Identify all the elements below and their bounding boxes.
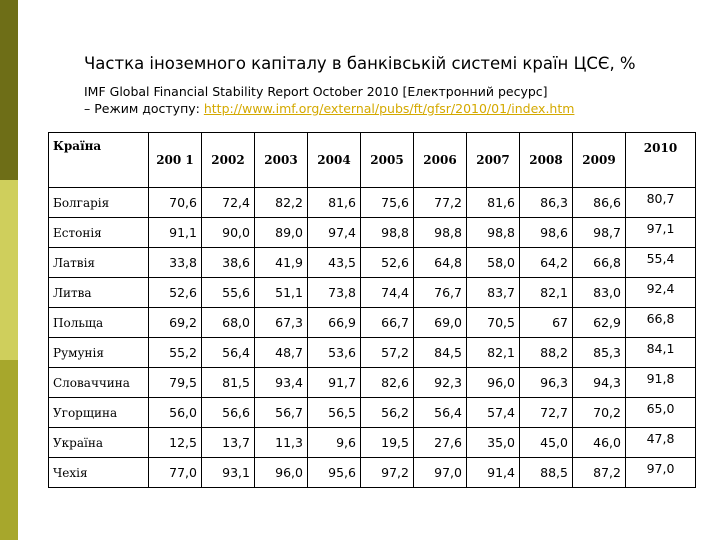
table-row (49, 428, 696, 458)
value-cell: 56,7 (255, 398, 308, 428)
country-cell: Чехія (49, 458, 149, 488)
column-header-year: 2010 (626, 133, 696, 188)
value-cell: 62,9 (573, 308, 626, 338)
value-cell: 57,4 (467, 398, 520, 428)
value-cell: 67 (520, 308, 573, 338)
source-line-1: IMF Global Financial Stability Report October 2010 [Електронний ресурс] (84, 84, 548, 99)
value-cell: 90,0 (202, 218, 255, 248)
value-cell: 86,3 (520, 188, 573, 218)
value-cell: 64,2 (520, 248, 573, 278)
column-header-country: Країна (49, 133, 149, 188)
value-cell: 58,0 (467, 248, 520, 278)
value-cell: 66,8 (626, 308, 696, 338)
value-cell: 13,7 (202, 428, 255, 458)
value-cell: 83,0 (573, 278, 626, 308)
column-header-year: 2006 (414, 133, 467, 188)
value-cell: 91,7 (308, 368, 361, 398)
value-cell: 66,8 (573, 248, 626, 278)
value-cell: 96,0 (467, 368, 520, 398)
source-citation (84, 83, 704, 117)
value-cell: 73,8 (308, 278, 361, 308)
value-cell: 35,0 (467, 428, 520, 458)
value-cell: 93,4 (255, 368, 308, 398)
value-cell: 81,6 (467, 188, 520, 218)
table-header-row (49, 133, 696, 188)
value-cell: 85,3 (573, 338, 626, 368)
value-cell: 79,5 (149, 368, 202, 398)
table-row (49, 308, 696, 338)
table-row (49, 458, 696, 488)
source-access-label: – Режим доступу: (84, 101, 204, 116)
value-cell: 12,5 (149, 428, 202, 458)
value-cell: 84,1 (626, 338, 696, 368)
value-cell: 55,6 (202, 278, 255, 308)
value-cell: 84,5 (414, 338, 467, 368)
value-cell: 91,1 (149, 218, 202, 248)
country-cell: Латвія (49, 248, 149, 278)
value-cell: 67,3 (255, 308, 308, 338)
value-cell: 56,0 (149, 398, 202, 428)
value-cell: 70,2 (573, 398, 626, 428)
column-header-year: 200 1 (149, 133, 202, 188)
value-cell: 91,8 (626, 368, 696, 398)
value-cell: 72,7 (520, 398, 573, 428)
value-cell: 98,7 (573, 218, 626, 248)
value-cell: 43,5 (308, 248, 361, 278)
value-cell: 82,2 (255, 188, 308, 218)
value-cell: 92,4 (626, 278, 696, 308)
value-cell: 98,8 (361, 218, 414, 248)
column-header-year: 2007 (467, 133, 520, 188)
value-cell: 97,0 (414, 458, 467, 488)
value-cell: 77,2 (414, 188, 467, 218)
value-cell: 98,8 (467, 218, 520, 248)
table-row (49, 248, 696, 278)
value-cell: 94,3 (573, 368, 626, 398)
value-cell: 82,6 (361, 368, 414, 398)
value-cell: 88,5 (520, 458, 573, 488)
value-cell: 69,0 (414, 308, 467, 338)
value-cell: 72,4 (202, 188, 255, 218)
value-cell: 81,5 (202, 368, 255, 398)
value-cell: 76,7 (414, 278, 467, 308)
value-cell: 56,2 (361, 398, 414, 428)
value-cell: 91,4 (467, 458, 520, 488)
table-row (49, 398, 696, 428)
value-cell: 74,4 (361, 278, 414, 308)
country-cell: Словаччина (49, 368, 149, 398)
value-cell: 81,6 (308, 188, 361, 218)
value-cell: 83,7 (467, 278, 520, 308)
value-cell: 66,9 (308, 308, 361, 338)
table-row (49, 188, 696, 218)
value-cell: 66,7 (361, 308, 414, 338)
value-cell: 68,0 (202, 308, 255, 338)
value-cell: 98,8 (414, 218, 467, 248)
value-cell: 93,1 (202, 458, 255, 488)
value-cell: 48,7 (255, 338, 308, 368)
value-cell: 57,2 (361, 338, 414, 368)
table-row (49, 278, 696, 308)
value-cell: 97,0 (626, 458, 696, 488)
value-cell: 33,8 (149, 248, 202, 278)
value-cell: 88,2 (520, 338, 573, 368)
value-cell: 75,6 (361, 188, 414, 218)
value-cell: 64,8 (414, 248, 467, 278)
value-cell: 80,7 (626, 188, 696, 218)
country-cell: Польща (49, 308, 149, 338)
value-cell: 56,4 (414, 398, 467, 428)
table-row (49, 338, 696, 368)
value-cell: 41,9 (255, 248, 308, 278)
value-cell: 87,2 (573, 458, 626, 488)
value-cell: 70,5 (467, 308, 520, 338)
table-body (49, 188, 696, 488)
column-header-year: 2003 (255, 133, 308, 188)
value-cell: 38,6 (202, 248, 255, 278)
value-cell: 70,6 (149, 188, 202, 218)
column-header-year: 2002 (202, 133, 255, 188)
value-cell: 77,0 (149, 458, 202, 488)
country-cell: Литва (49, 278, 149, 308)
country-cell: Україна (49, 428, 149, 458)
value-cell: 97,4 (308, 218, 361, 248)
column-header-year: 2009 (573, 133, 626, 188)
value-cell: 82,1 (467, 338, 520, 368)
value-cell: 55,2 (149, 338, 202, 368)
value-cell: 11,3 (255, 428, 308, 458)
value-cell: 96,3 (520, 368, 573, 398)
country-cell: Угорщина (49, 398, 149, 428)
value-cell: 97,1 (626, 218, 696, 248)
value-cell: 45,0 (520, 428, 573, 458)
side-accent-bar-middle (0, 180, 18, 360)
value-cell: 56,6 (202, 398, 255, 428)
value-cell: 86,6 (573, 188, 626, 218)
table-row (49, 368, 696, 398)
value-cell: 56,4 (202, 338, 255, 368)
value-cell: 69,2 (149, 308, 202, 338)
value-cell: 92,3 (414, 368, 467, 398)
value-cell: 27,6 (414, 428, 467, 458)
column-header-year: 2004 (308, 133, 361, 188)
slide-title: Частка іноземного капіталу в банківській системі країн ЦСЄ, % (84, 54, 636, 73)
source-line-2 (84, 100, 704, 117)
side-accent-bar-bottom (0, 360, 18, 540)
value-cell: 53,6 (308, 338, 361, 368)
value-cell: 46,0 (573, 428, 626, 458)
source-link[interactable]: http://www.imf.org/external/pubs/ft/gfsr/2010/01/index.htm (203, 101, 575, 116)
value-cell: 96,0 (255, 458, 308, 488)
side-accent-bar-top (0, 0, 18, 180)
value-cell: 65,0 (626, 398, 696, 428)
value-cell: 9,6 (308, 428, 361, 458)
value-cell: 98,6 (520, 218, 573, 248)
value-cell: 52,6 (361, 248, 414, 278)
value-cell: 47,8 (626, 428, 696, 458)
value-cell: 19,5 (361, 428, 414, 458)
country-cell: Естонія (49, 218, 149, 248)
value-cell: 51,1 (255, 278, 308, 308)
column-header-year: 2008 (520, 133, 573, 188)
value-cell: 55,4 (626, 248, 696, 278)
country-cell: Болгарія (49, 188, 149, 218)
foreign-capital-table (48, 132, 696, 488)
value-cell: 82,1 (520, 278, 573, 308)
table-row (49, 218, 696, 248)
value-cell: 89,0 (255, 218, 308, 248)
value-cell: 95,6 (308, 458, 361, 488)
country-cell: Румунія (49, 338, 149, 368)
value-cell: 56,5 (308, 398, 361, 428)
value-cell: 97,2 (361, 458, 414, 488)
value-cell: 52,6 (149, 278, 202, 308)
column-header-year: 2005 (361, 133, 414, 188)
